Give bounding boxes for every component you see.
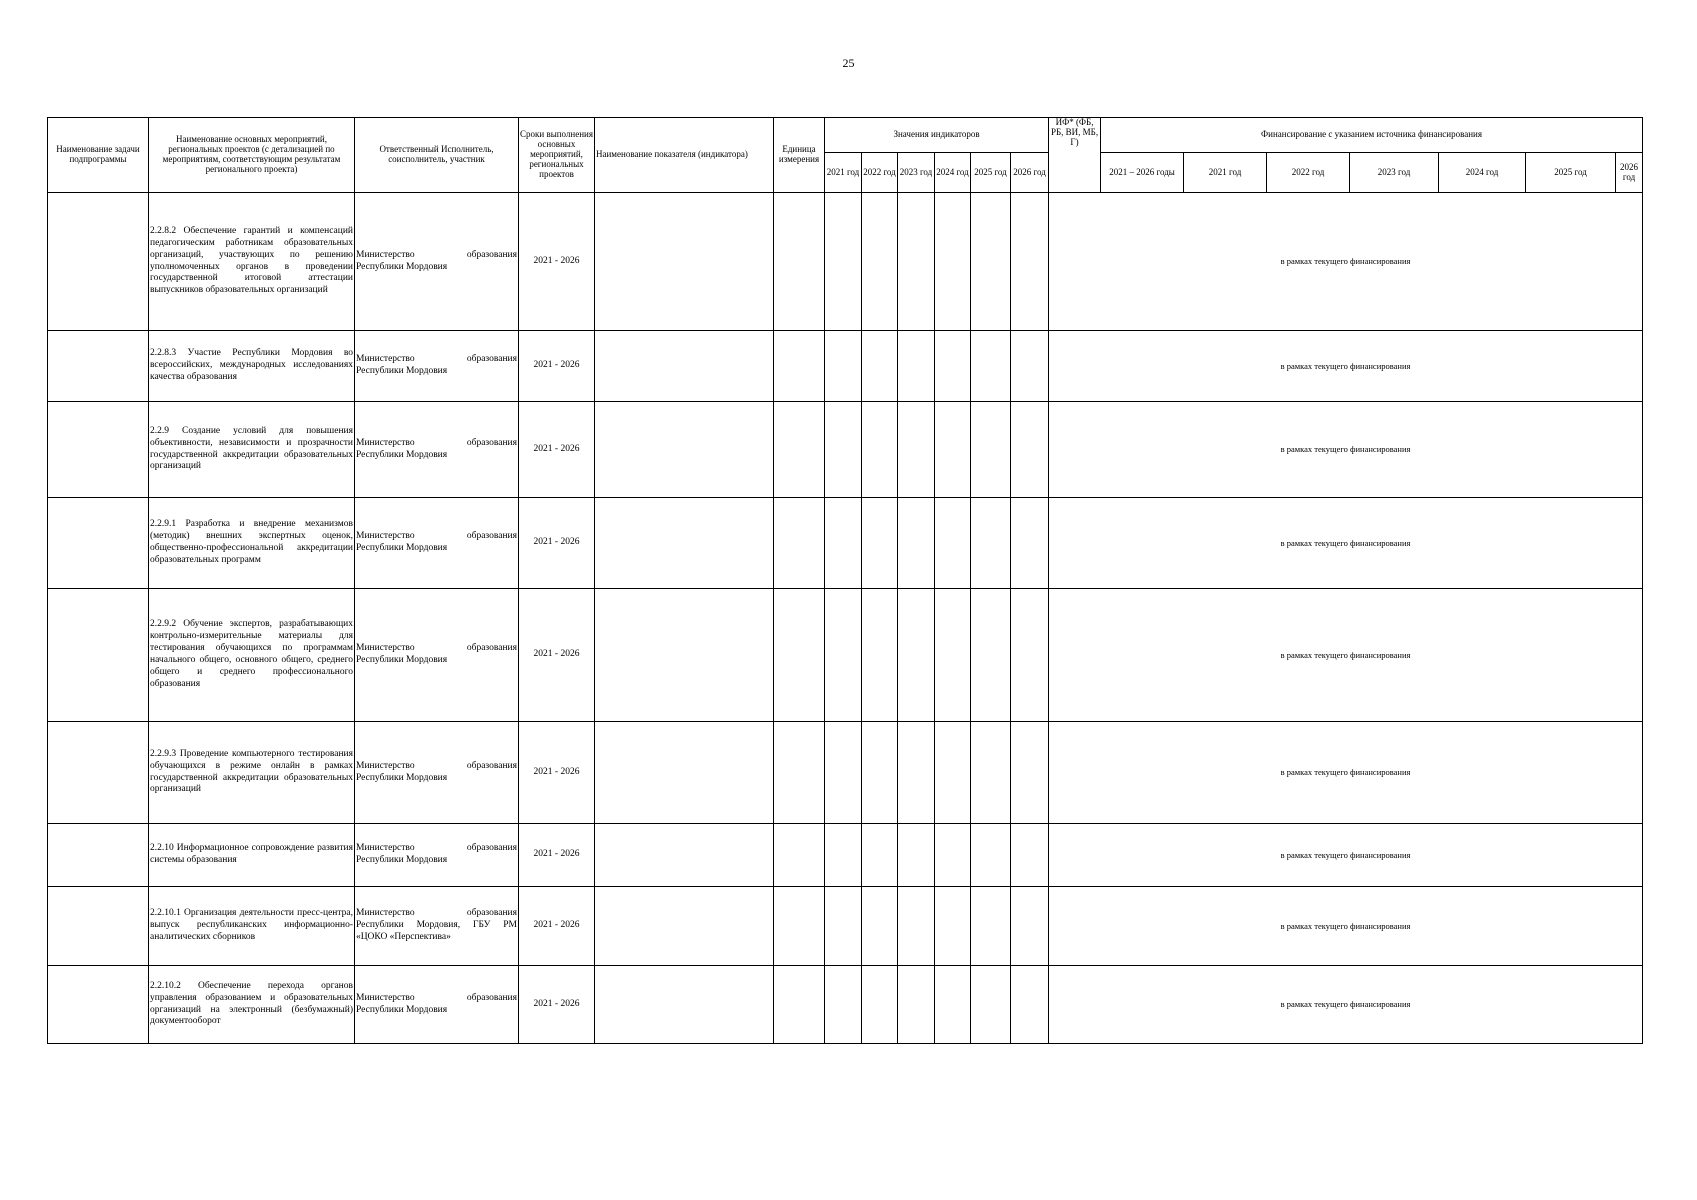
- header-year-2025: 2025 год: [971, 153, 1011, 193]
- header-year-2022: 2022 год: [862, 153, 898, 193]
- value-cell-2022: [862, 589, 898, 722]
- value-cell-2022: [862, 966, 898, 1044]
- measure-cell: 2.2.9.1 Разработка и внедрение механизмов (методик) внешних экспертных оценок, общественно-профессиональной аккредитации образовательных программ: [149, 498, 355, 589]
- unit-cell: [774, 402, 825, 498]
- value-cell-2022: [862, 331, 898, 402]
- value-cell-2022: [862, 824, 898, 887]
- financing-cell: в рамках текущего финансирования: [1049, 722, 1643, 824]
- value-cell-2021: [825, 498, 862, 589]
- value-cell-2025: [971, 966, 1011, 1044]
- value-cell-2021: [825, 722, 862, 824]
- value-cell-2025: [971, 722, 1011, 824]
- measure-cell: 2.2.10.2 Обеспечение перехода органов управления образованием и образовательных организаций на электронный (безбумажный) документооборот: [149, 966, 355, 1044]
- term-cell: 2021 - 2026: [519, 722, 595, 824]
- value-cell-2022: [862, 887, 898, 966]
- header-fin-2022: 2022 год: [1267, 153, 1350, 193]
- header-measures: Наименование основных мероприятий, региональных проектов (с детализацией по мероприятиям, соответствующим результатам регионального проекта): [149, 118, 355, 193]
- header-year-2023: 2023 год: [898, 153, 935, 193]
- table-row: [48, 966, 1643, 1044]
- value-cell-2021: [825, 966, 862, 1044]
- header-fin-2025: 2025 год: [1526, 153, 1616, 193]
- value-cell-2023: [898, 331, 935, 402]
- term-cell: 2021 - 2026: [519, 887, 595, 966]
- task-cell: [48, 331, 149, 402]
- value-cell-2021: [825, 824, 862, 887]
- financing-cell: в рамках текущего финансирования: [1049, 589, 1643, 722]
- value-cell-2021: [825, 402, 862, 498]
- page-number: 25: [842, 56, 855, 70]
- unit-cell: [774, 966, 825, 1044]
- header-year-2021: 2021 год: [825, 153, 862, 193]
- value-cell-2026: [1011, 722, 1049, 824]
- value-cell-2026: [1011, 498, 1049, 589]
- term-cell: 2021 - 2026: [519, 331, 595, 402]
- table-row: [48, 498, 1643, 589]
- indicator-cell: [595, 966, 774, 1044]
- header-terms: Сроки выполнения основных мероприятий, региональных проектов: [519, 118, 595, 193]
- value-cell-2022: [862, 498, 898, 589]
- measure-cell: 2.2.9.3 Проведение компьютерного тестирования обучающихся в режиме онлайн в рамках государственной аккредитации образовательных организаций: [149, 722, 355, 824]
- table-row: [48, 887, 1643, 966]
- value-cell-2026: [1011, 193, 1049, 331]
- executor-cell: Министерство образования Республики Мордовия: [355, 402, 519, 498]
- unit-cell: [774, 722, 825, 824]
- value-cell-2023: [898, 966, 935, 1044]
- value-cell-2024: [935, 193, 971, 331]
- value-cell-2024: [935, 589, 971, 722]
- term-cell: 2021 - 2026: [519, 824, 595, 887]
- measure-cell: 2.2.9.2 Обучение экспертов, разрабатывающих контрольно-измерительные материалы для тестирования обучающихся по программам начального общего, основного общего, среднего общего и среднего профессионального образования: [149, 589, 355, 722]
- value-cell-2025: [971, 498, 1011, 589]
- term-cell: 2021 - 2026: [519, 402, 595, 498]
- task-cell: [48, 402, 149, 498]
- header-task-name: Наименование задачи подпрограммы: [48, 118, 149, 193]
- value-cell-2026: [1011, 966, 1049, 1044]
- value-cell-2023: [898, 589, 935, 722]
- term-cell: 2021 - 2026: [519, 193, 595, 331]
- financing-cell: в рамках текущего финансирования: [1049, 193, 1643, 331]
- financing-cell: в рамках текущего финансирования: [1049, 887, 1643, 966]
- value-cell-2024: [935, 331, 971, 402]
- value-cell-2026: [1011, 331, 1049, 402]
- task-cell: [48, 824, 149, 887]
- value-cell-2021: [825, 193, 862, 331]
- value-cell-2024: [935, 966, 971, 1044]
- header-indicator: Наименование показателя (индикатора): [595, 118, 774, 193]
- task-cell: [48, 966, 149, 1044]
- value-cell-2026: [1011, 887, 1049, 966]
- value-cell-2023: [898, 193, 935, 331]
- indicator-cell: [595, 498, 774, 589]
- value-cell-2022: [862, 402, 898, 498]
- indicator-cell: [595, 589, 774, 722]
- value-cell-2024: [935, 722, 971, 824]
- value-cell-2026: [1011, 589, 1049, 722]
- header-executor: Ответственный Исполнитель, соисполнитель, участник: [355, 118, 519, 193]
- value-cell-2022: [862, 193, 898, 331]
- unit-cell: [774, 887, 825, 966]
- header-unit: Единица измерения: [774, 118, 825, 193]
- value-cell-2023: [898, 722, 935, 824]
- table-row: [48, 824, 1643, 887]
- table-row: [48, 402, 1643, 498]
- value-cell-2025: [971, 824, 1011, 887]
- financing-cell: в рамках текущего финансирования: [1049, 331, 1643, 402]
- value-cell-2026: [1011, 402, 1049, 498]
- unit-cell: [774, 498, 825, 589]
- value-cell-2026: [1011, 824, 1049, 887]
- table-row: [48, 589, 1643, 722]
- financing-cell: в рамках текущего финансирования: [1049, 824, 1643, 887]
- term-cell: 2021 - 2026: [519, 589, 595, 722]
- executor-cell: Министерство образования Республики Мордовия: [355, 722, 519, 824]
- indicator-cell: [595, 331, 774, 402]
- unit-cell: [774, 331, 825, 402]
- executor-cell: Министерство образования Республики Мордовия: [355, 824, 519, 887]
- header-fin-2026: 2026 год: [1616, 153, 1643, 193]
- header-source: ИФ* (ФБ, РБ, ВИ, МБ, Г): [1049, 118, 1101, 193]
- table-row: [48, 331, 1643, 402]
- program-table: [47, 117, 1643, 1044]
- header-indicator-values: Значения индикаторов: [825, 118, 1049, 153]
- task-cell: [48, 498, 149, 589]
- executor-cell: Министерство образования Республики Мордовия: [355, 193, 519, 331]
- indicator-cell: [595, 402, 774, 498]
- header-year-2026: 2026 год: [1011, 153, 1049, 193]
- header-fin-2024: 2024 год: [1439, 153, 1526, 193]
- header-year-2024: 2024 год: [935, 153, 971, 193]
- indicator-cell: [595, 722, 774, 824]
- task-cell: [48, 887, 149, 966]
- value-cell-2022: [862, 722, 898, 824]
- header-fin-total: 2021 – 2026 годы: [1101, 153, 1184, 193]
- value-cell-2025: [971, 887, 1011, 966]
- measure-cell: 2.2.8.2 Обеспечение гарантий и компенсаций педагогическим работникам образовательных организаций, участвующих по решению уполномоченных органов в проведении государственной итоговой аттестации выпускников образовательных организаций: [149, 193, 355, 331]
- executor-cell: Министерство образования Республики Мордовия: [355, 498, 519, 589]
- header-fin-2023: 2023 год: [1350, 153, 1439, 193]
- indicator-cell: [595, 887, 774, 966]
- value-cell-2024: [935, 498, 971, 589]
- executor-cell: Министерство образования Республики Мордовия: [355, 966, 519, 1044]
- measure-cell: 2.2.10 Информационное сопровождение развития системы образования: [149, 824, 355, 887]
- value-cell-2025: [971, 193, 1011, 331]
- unit-cell: [774, 589, 825, 722]
- task-cell: [48, 193, 149, 331]
- value-cell-2021: [825, 887, 862, 966]
- measure-cell: 2.2.8.3 Участие Республики Мордовия во всероссийских, международных исследованиях качества образования: [149, 331, 355, 402]
- executor-cell: Министерство образования Республики Мордовия: [355, 589, 519, 722]
- value-cell-2021: [825, 589, 862, 722]
- unit-cell: [774, 824, 825, 887]
- task-cell: [48, 589, 149, 722]
- value-cell-2025: [971, 331, 1011, 402]
- value-cell-2023: [898, 824, 935, 887]
- unit-cell: [774, 193, 825, 331]
- value-cell-2025: [971, 402, 1011, 498]
- value-cell-2023: [898, 498, 935, 589]
- indicator-cell: [595, 824, 774, 887]
- value-cell-2025: [971, 589, 1011, 722]
- executor-cell: Министерство образования Республики Мордовия: [355, 331, 519, 402]
- value-cell-2024: [935, 887, 971, 966]
- executor-cell: Министерство образования Республики Мордовия, ГБУ РМ «ЦОКО «Перспектива»: [355, 887, 519, 966]
- term-cell: 2021 - 2026: [519, 498, 595, 589]
- value-cell-2024: [935, 402, 971, 498]
- table-row: [48, 722, 1643, 824]
- indicator-cell: [595, 193, 774, 331]
- term-cell: 2021 - 2026: [519, 966, 595, 1044]
- measure-cell: 2.2.10.1 Организация деятельности пресс-центра, выпуск республиканских информационно-аналитических сборников: [149, 887, 355, 966]
- financing-cell: в рамках текущего финансирования: [1049, 966, 1643, 1044]
- financing-cell: в рамках текущего финансирования: [1049, 498, 1643, 589]
- value-cell-2024: [935, 824, 971, 887]
- value-cell-2023: [898, 402, 935, 498]
- value-cell-2021: [825, 331, 862, 402]
- header-financing: Финансирование с указанием источника финансирования: [1101, 118, 1643, 153]
- header-fin-2021: 2021 год: [1184, 153, 1267, 193]
- value-cell-2023: [898, 887, 935, 966]
- measure-cell: 2.2.9 Создание условий для повышения объективности, независимости и прозрачности государственной аккредитации образовательных организаций: [149, 402, 355, 498]
- financing-cell: в рамках текущего финансирования: [1049, 402, 1643, 498]
- task-cell: [48, 722, 149, 824]
- table-row: [48, 193, 1643, 331]
